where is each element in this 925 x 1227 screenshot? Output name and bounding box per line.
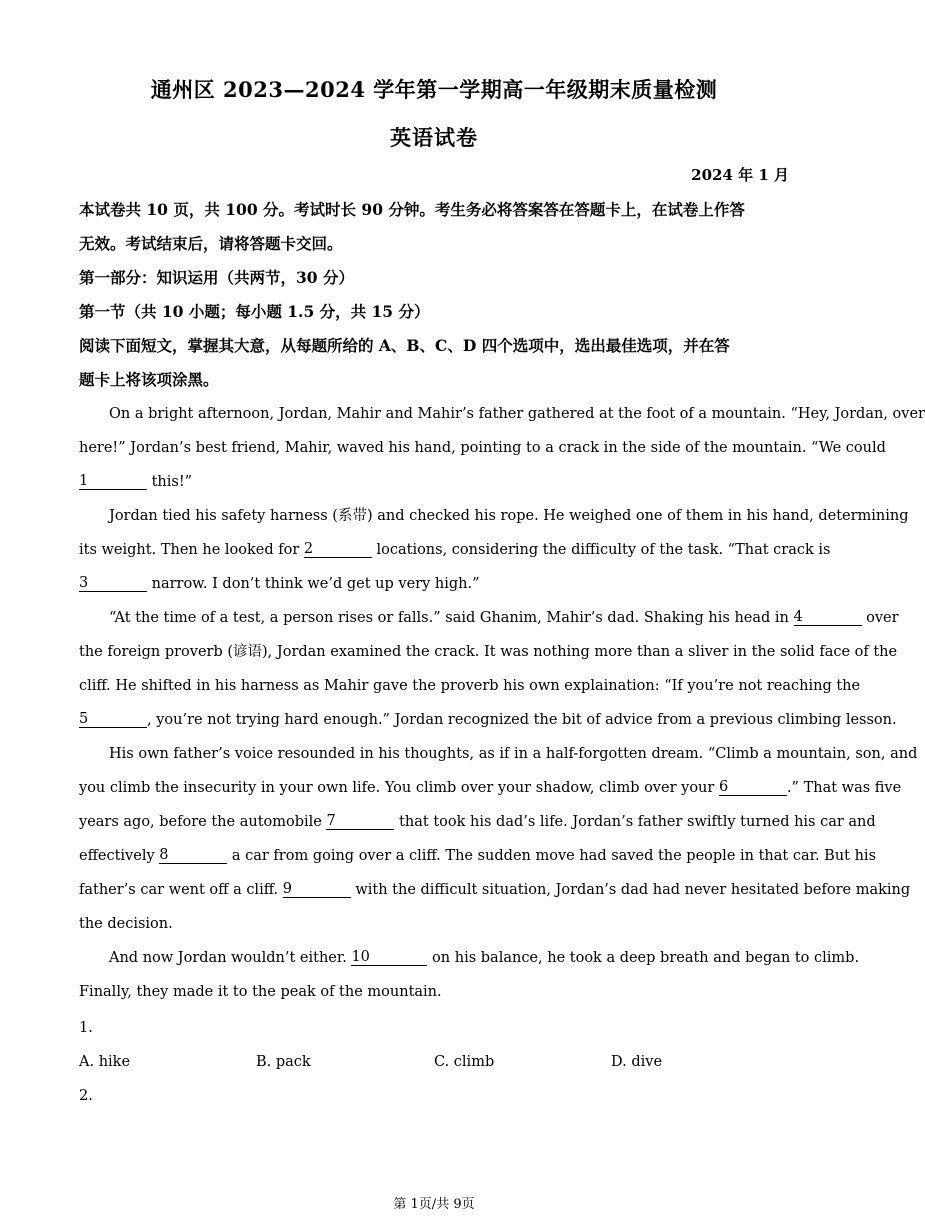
blank-9: 9 <box>283 881 351 898</box>
direction-line-1: 阅读下面短文，掌握其大意，从每题所给的 A、B、C、D 四个选项中，选出最佳选项，并在答 <box>79 336 730 355</box>
page-footer: 第 1页/共 9页 <box>393 1197 475 1212</box>
blank-10: 10 <box>351 949 427 966</box>
passage-line: Finally, they made it to the peak of the mountain. <box>79 984 442 1000</box>
passage-line: On a bright afternoon, Jordan, Mahir and Mahir’s father gathered at the foot of a mountain. “Hey, Jordan, over <box>109 406 925 422</box>
blank-1: 1 <box>79 473 147 490</box>
blank-6: 6 <box>719 779 787 796</box>
passage-line: the decision. <box>79 916 173 932</box>
blank-2: 2 <box>304 541 372 558</box>
passage-line: you climb the insecurity in your own life. You climb over your shadow, climb over your 6 .” That was five <box>79 779 902 796</box>
passage-line: 3 narrow. I don’t think we’d get up very high.” <box>79 575 480 592</box>
passage-line: the foreign proverb (谚语), Jordan examined the crack. It was nothing more than a sliver in the solid face of the <box>79 644 898 660</box>
option-a[interactable]: A. hike <box>79 1054 131 1070</box>
passage-line: its weight. Then he looked for 2 locations, considering the difficulty of the task. “That crack is <box>79 541 831 558</box>
blank-4: 4 <box>794 609 862 626</box>
blank-5: 5 <box>79 711 147 728</box>
passage-line: years ago, before the automobile 7 that took his dad’s life. Jordan’s father swiftly turned his car and <box>79 813 876 830</box>
passage-line: Jordan tied his safety harness (系带) and checked his rope. He weighed one of them in his hand, determining <box>109 508 909 524</box>
section-heading: 第一节（共 10 小题；每小题 1.5 分，共 15 分） <box>79 302 430 321</box>
passage-line: His own father’s voice resounded in his thoughts, as if in a half-forgotten dream. “Climb a mountain, son, and <box>109 746 918 762</box>
blank-8: 8 <box>159 847 227 864</box>
passage-line: “At the time of a test, a person rises or falls.” said Ghanim, Mahir’s dad. Shaking his head in 4 over <box>109 609 899 626</box>
exam-title: 通州区 2023—2024 学年第一学期高一年级期末质量检测 <box>150 77 718 102</box>
exam-subtitle: 英语试卷 <box>390 125 478 150</box>
instruction-line-1: 本试卷共 10 页，共 100 分。考试时长 90 分钟。考生务必将答案答在答题卡上，在试卷上作答 <box>79 200 745 219</box>
direction-line-2: 题卡上将该项涂黑。 <box>79 370 219 389</box>
passage-line: And now Jordan wouldn’t either. 10 on his balance, he took a deep breath and began to climb. <box>109 949 860 966</box>
blank-3: 3 <box>79 575 147 592</box>
exam-date: 2024 年 1 月 <box>691 166 789 184</box>
passage-line: 1 this!” <box>79 473 193 490</box>
question-number: 2. <box>79 1088 93 1104</box>
option-d[interactable]: D. dive <box>611 1054 663 1070</box>
instruction-line-2: 无效。考试结束后，请将答题卡交回。 <box>79 234 343 253</box>
passage-line: here!” Jordan’s best friend, Mahir, waved his hand, pointing to a crack in the side of the mountain. “We could <box>79 440 886 456</box>
part-heading: 第一部分：知识运用（共两节，30 分） <box>79 268 354 287</box>
passage-line: effectively 8 a car from going over a cliff. The sudden move had saved the people in that car. But his <box>79 847 877 864</box>
blank-7: 7 <box>326 813 394 830</box>
option-b[interactable]: B. pack <box>256 1054 311 1070</box>
passage-line: father’s car went off a cliff. 9 with the difficult situation, Jordan’s dad had never hesitated before making <box>79 881 911 898</box>
option-c[interactable]: C. climb <box>434 1054 495 1070</box>
passage-line: cliff. He shifted in his harness as Mahir gave the proverb his own explaination: “If you’re not reaching the <box>79 678 861 694</box>
passage-line: 5 , you’re not trying hard enough.” Jordan recognized the bit of advice from a previous climbing lesson. <box>79 711 897 728</box>
question-number: 1. <box>79 1020 93 1036</box>
